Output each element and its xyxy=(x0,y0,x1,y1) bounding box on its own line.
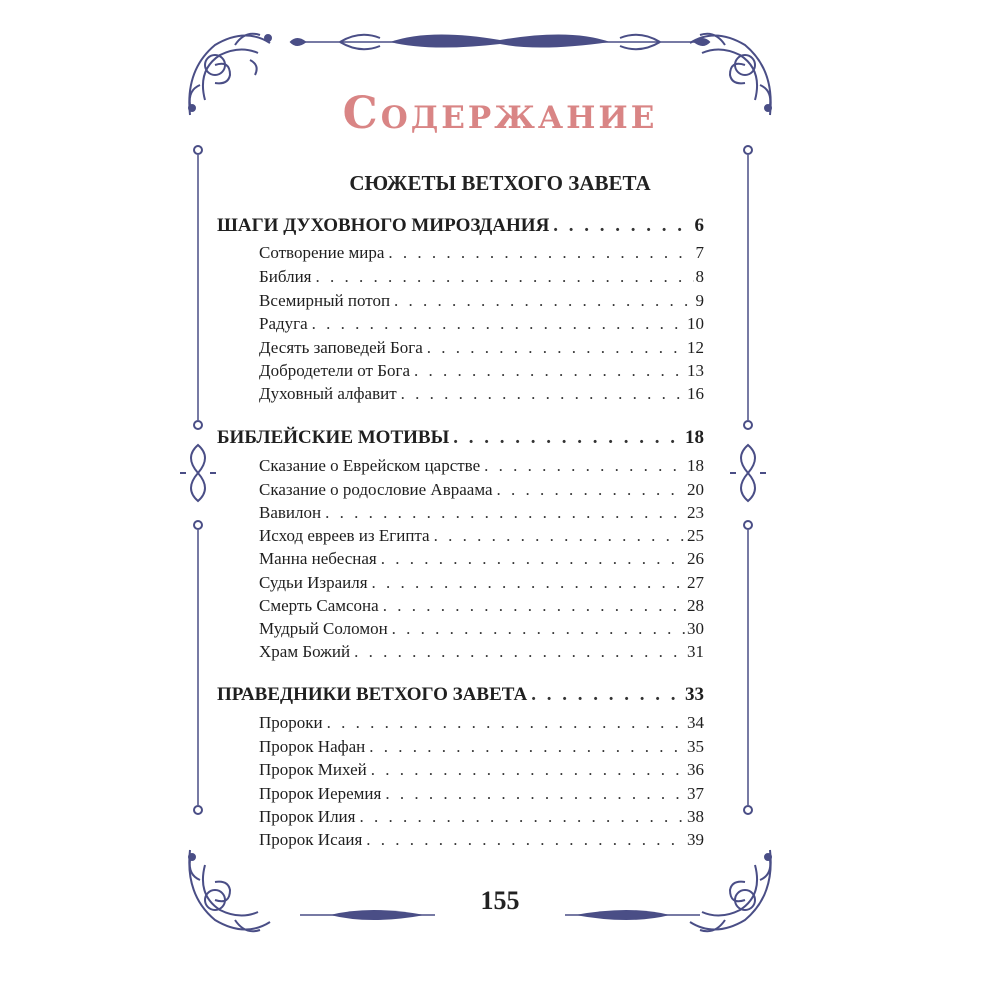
page-number: 155 xyxy=(480,886,520,915)
page-reference: 30 xyxy=(687,619,704,638)
page-reference: 34 xyxy=(687,713,704,732)
dot-leader xyxy=(484,456,685,476)
toc-entry[interactable] xyxy=(259,830,704,850)
section-title: ПРАВЕДНИКИ ВЕТХОГО ЗАВЕТА xyxy=(217,684,528,705)
entry-title: Пророк Исаия xyxy=(259,830,363,849)
entry-title: Сотворение мира xyxy=(259,243,385,262)
toc-entry[interactable] xyxy=(259,291,704,311)
page-reference: 16 xyxy=(687,384,704,403)
page-reference: 35 xyxy=(687,737,704,756)
entry-title: Духовный алфавит xyxy=(259,384,397,403)
page-reference: 13 xyxy=(687,361,704,380)
entry-title: Пророк Нафан xyxy=(259,737,366,756)
page-reference: 18 xyxy=(685,427,704,448)
toc-entry[interactable] xyxy=(259,480,704,500)
page-reference: 31 xyxy=(687,642,704,661)
page-reference: 33 xyxy=(685,684,704,705)
dot-leader xyxy=(553,215,692,237)
dot-leader xyxy=(381,549,685,569)
page-reference: 39 xyxy=(687,830,704,849)
page-reference: 12 xyxy=(687,338,704,357)
toc-entry[interactable] xyxy=(259,243,704,263)
entry-title: Смерть Самсона xyxy=(259,596,379,615)
page-reference: 36 xyxy=(687,760,704,779)
entry-title: Исход евреев из Египта xyxy=(259,526,430,545)
toc-entry[interactable] xyxy=(259,338,704,358)
dot-leader xyxy=(366,830,685,850)
toc-entry[interactable] xyxy=(259,526,704,546)
left-vertical-rule xyxy=(180,146,216,814)
toc-entry[interactable] xyxy=(259,619,704,639)
entry-title: Сказание о Еврейском царстве xyxy=(259,456,481,475)
page-reference: 27 xyxy=(687,573,704,592)
dot-leader xyxy=(385,784,685,804)
toc-section-heading[interactable] xyxy=(217,427,704,449)
entry-title: Библия xyxy=(259,267,312,286)
toc-entry[interactable] xyxy=(259,456,704,476)
page-reference: 26 xyxy=(687,549,704,568)
entry-title: Судьи Израиля xyxy=(259,573,368,592)
dot-leader xyxy=(372,573,685,593)
toc-entry[interactable] xyxy=(259,737,704,757)
page-reference: 18 xyxy=(687,456,704,475)
dot-leader xyxy=(414,361,685,381)
dot-leader xyxy=(369,737,685,757)
top-flourish xyxy=(291,34,709,49)
entry-title: Десять заповедей Бога xyxy=(259,338,423,357)
toc-entry[interactable] xyxy=(259,503,704,523)
entry-title: Храм Божий xyxy=(259,642,351,661)
toc-entry[interactable] xyxy=(259,760,704,780)
dot-leader xyxy=(401,384,685,404)
dot-leader xyxy=(388,243,693,263)
toc-entry[interactable] xyxy=(259,384,704,404)
dot-leader xyxy=(359,807,685,827)
toc-entry[interactable] xyxy=(259,807,704,827)
page-reference: 6 xyxy=(694,215,704,236)
toc-entry[interactable] xyxy=(259,549,704,569)
page-reference: 9 xyxy=(695,291,704,310)
toc-entry[interactable] xyxy=(259,314,704,334)
page-reference: 25 xyxy=(687,526,704,545)
dot-leader xyxy=(497,480,685,500)
section-title: БИБЛЕЙСКИЕ МОТИВЫ xyxy=(217,427,450,448)
toc-entry[interactable] xyxy=(259,784,704,804)
page-reference: 20 xyxy=(687,480,704,499)
page-reference: 28 xyxy=(687,596,704,615)
dot-leader xyxy=(354,642,685,662)
page-reference: 8 xyxy=(695,267,704,286)
dot-leader xyxy=(453,427,683,449)
dot-leader xyxy=(371,760,685,780)
entry-title: Сказание о родословие Авраама xyxy=(259,480,493,499)
page-reference: 23 xyxy=(687,503,704,522)
dot-leader xyxy=(392,619,685,639)
entry-title: Пророки xyxy=(259,713,323,732)
toc-entry[interactable] xyxy=(259,596,704,616)
entry-title: Пророк Илия xyxy=(259,807,356,826)
entry-title: Радуга xyxy=(259,314,308,333)
dot-leader xyxy=(312,314,685,334)
dot-leader xyxy=(383,596,685,616)
entry-title: Мудрый Соломон xyxy=(259,619,388,638)
toc-entry[interactable] xyxy=(259,713,704,733)
page-reference: 38 xyxy=(687,807,704,826)
dot-leader xyxy=(531,684,683,706)
part-subtitle: СЮЖЕТЫ ВЕТХОГО ЗАВЕТА xyxy=(349,171,651,195)
section-title: ШАГИ ДУХОВНОГО МИРОЗДАНИЯ xyxy=(217,215,550,236)
dot-leader xyxy=(327,713,685,733)
toc-entry[interactable] xyxy=(259,361,704,381)
entry-title: Пророк Михей xyxy=(259,760,367,779)
dot-leader xyxy=(427,338,685,358)
right-vertical-rule xyxy=(730,146,766,814)
toc-entry[interactable] xyxy=(259,267,704,287)
dot-leader xyxy=(316,267,694,287)
dot-leader xyxy=(394,291,693,311)
toc-entry[interactable] xyxy=(259,573,704,593)
toc-section-heading[interactable] xyxy=(217,684,704,706)
page-reference: 37 xyxy=(687,784,704,803)
dot-leader xyxy=(325,503,685,523)
entry-title: Всемирный потоп xyxy=(259,291,391,310)
entry-title: Пророк Иеремия xyxy=(259,784,382,803)
toc-section-heading[interactable] xyxy=(217,215,704,237)
page-reference: 7 xyxy=(695,243,704,262)
page-title: Содержание xyxy=(342,88,658,139)
entry-title: Добродетели от Бога xyxy=(259,361,410,380)
entry-title: Манна небесная xyxy=(259,549,377,568)
page-reference: 10 xyxy=(687,314,704,333)
toc-entry[interactable] xyxy=(259,642,704,662)
dot-leader xyxy=(434,526,685,546)
entry-title: Вавилон xyxy=(259,503,322,522)
